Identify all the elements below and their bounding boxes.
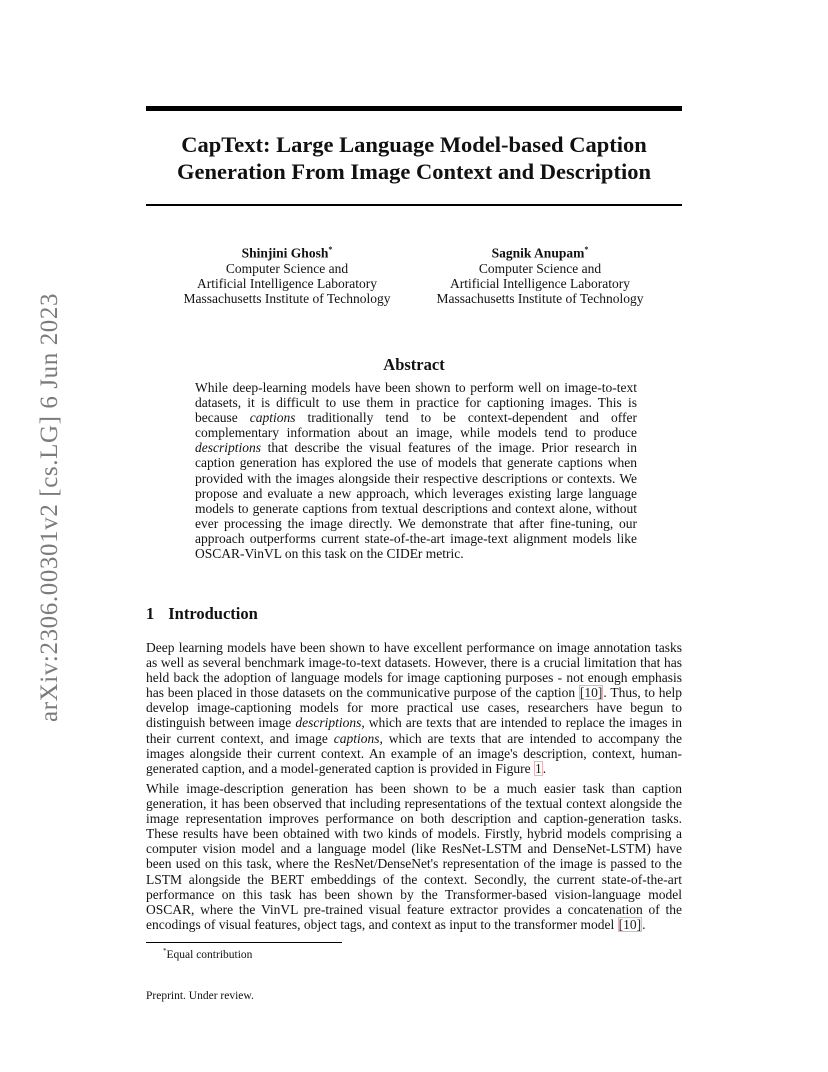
abstract-heading: Abstract bbox=[383, 355, 445, 374]
author-mark: * bbox=[584, 245, 589, 254]
title-top-rule bbox=[146, 106, 682, 111]
title-line-2: Generation From Image Context and Description bbox=[177, 159, 651, 184]
author-name: Sagnik Anupam* bbox=[491, 245, 589, 261]
section-title: Introduction bbox=[168, 604, 258, 623]
footnote bbox=[163, 947, 252, 961]
section-number: 1 bbox=[146, 604, 155, 623]
author-dept-2: Artificial Intelligence Laboratory bbox=[197, 275, 377, 291]
author-dept-1: Computer Science and bbox=[225, 260, 349, 276]
paper-title bbox=[146, 131, 682, 185]
author-institution: Massachusetts Institute of Technology bbox=[183, 290, 391, 306]
author-dept-2: Artificial Intelligence Laboratory bbox=[450, 275, 630, 291]
intro-paragraph-2: While image-description generation has been shown to be a much easier task than caption generation, it has been observed that including representations of the textual context alongside the image representation improves performance on both description and caption-generation tasks. These results have been obtained with two kinds of models. Firstly, hybrid models comprising a computer vision model and a language model (like ResNet-LSTM and DenseNet-LSTM) have been used on this task, where the ResNet/DenseNet's representation of the image is passed to the LSTM alongside the BERT embeddings of the context. Secondly, the current state-of-the-art performance on this task has been shown by the Transformer-based vision-language model OSCAR, where the VinVL pre-trained visual feature extractor provides a concatenation of the encodings of visual features, object tags, and context as input to the transformer model [10]. bbox=[146, 781, 682, 932]
author-block-2 bbox=[415, 242, 665, 306]
author-dept-1: Computer Science and bbox=[478, 260, 602, 276]
author-name: Shinjini Ghosh* bbox=[241, 245, 333, 261]
citation-link[interactable]: [10] bbox=[618, 916, 642, 932]
footnote-rule bbox=[146, 942, 342, 943]
preprint-notice: Preprint. Under review. bbox=[146, 990, 254, 1002]
section-heading-introduction bbox=[146, 604, 258, 624]
figure-link[interactable]: 1 bbox=[535, 760, 542, 776]
footnote-mark: * bbox=[163, 947, 167, 955]
author-mark: * bbox=[328, 245, 333, 254]
title-bottom-rule bbox=[146, 204, 682, 206]
abstract-text: While deep-learning models have been shown to perform well on image-to-text datasets, it is difficult to use them in practice for captioning images. This is because captions traditionally tend to be context-dependent and offer complementary information about an image, while models tend to produce descriptions that describe the visual features of the image. Prior research in caption generation has explored the use of models that generate captions when provided with the images alongside their respective descriptions or contexts. We propose and evaluate a new approach, which leverages existing large language models to generate captions from textual descriptions and context alone, without ever processing the image directly. We demonstrate that after fine-tuning, our approach outperforms current state-of-the-art image-text alignment models like OSCAR-VinVL on this task on the CIDEr metric. bbox=[195, 380, 637, 562]
author-institution: Massachusetts Institute of Technology bbox=[436, 290, 644, 306]
author-block-1 bbox=[162, 242, 412, 306]
arxiv-identifier: arXiv:2306.00301v2 [cs.LG] 6 Jun 2023 bbox=[36, 292, 63, 722]
intro-paragraph-1: Deep learning models have been shown to have excellent performance on image annotation tasks as well as several benchmark image-to-text datasets. However, there is a crucial limitation that has held back the adoption of language models for image captioning purposes - not enough emphasis has been placed in those datasets on the communicative purpose of the caption [10]. Thus, to help develop image-captioning models for more practical use cases, researchers have begun to distinguish between image descriptions, which are texts that are intended to replace the images in their current context, and image captions, which are texts that are intended to accompany the images alongside their current context. An example of an image's description, context, human-generated caption, and a model-generated caption is provided in Figure 1. bbox=[146, 640, 683, 776]
footnote-text: Equal contribution bbox=[166, 948, 253, 961]
title-line-1: CapText: Large Language Model-based Caption bbox=[181, 132, 647, 157]
citation-link[interactable]: [10] bbox=[579, 685, 603, 701]
